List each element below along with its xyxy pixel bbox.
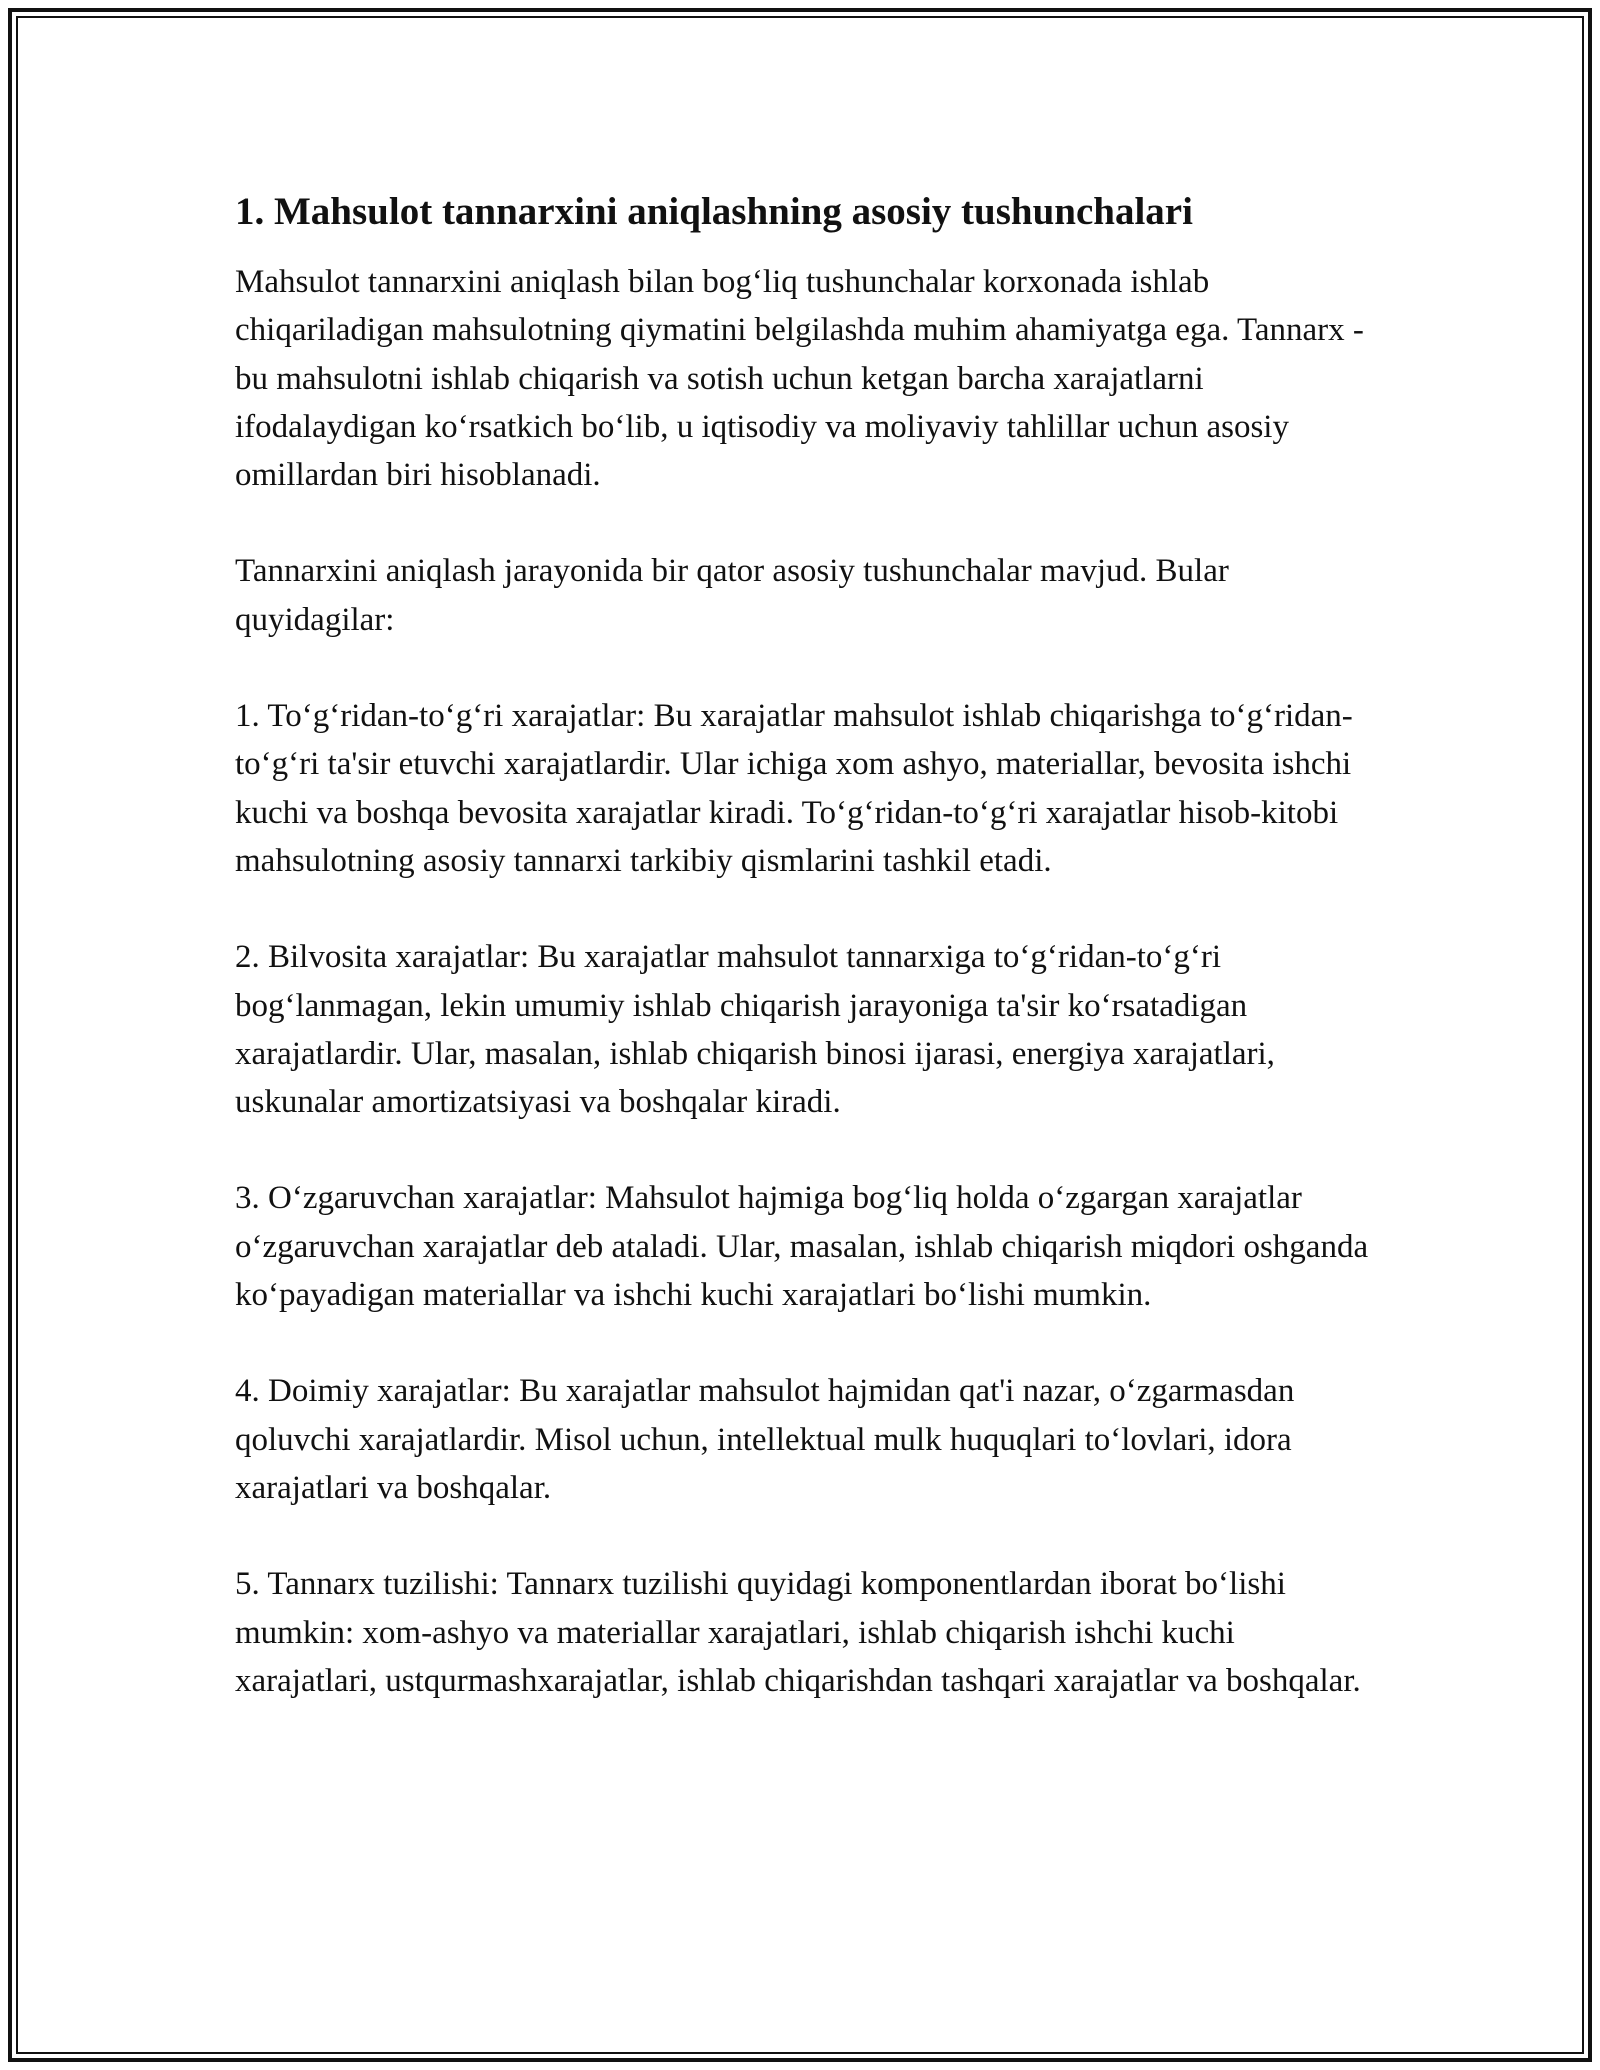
paragraph-intro: Mahsulot tannarxini aniqlash bilan bog‘liq tushunchalar korxonada ishlab chiqariladigan mahsulotning qiymatini belgilashda muhim ahamiyatga ega. Tannarx - bu mahsulotni ishlab chiqarish va sotish uchun ketgan barcha xarajatlarni ifodalaydigan ko‘rsatkich bo‘lib, u iqtisodiy va moliyaviy tahlillar uchun asosiy omillardan biri hisoblanadi. <box>235 264 1364 494</box>
document-title: 1. Mahsulot tannarxini aniqlashning asosiy tushunchalari <box>235 190 1193 233</box>
document-body <box>235 186 1370 1753</box>
paragraph-indirect-costs: 2. Bilvosita xarajatlar: Bu xarajatlar mahsulot tannarxiga to‘g‘ridan-to‘g‘ri bog‘lanmagan, lekin umumiy ishlab chiqarish jarayoniga ta'sir ko‘rsatadigan xarajatlardir. Ular, masalan, ishlab chiqarish binosi ijarasi, energiya xarajatlari, uskunalar amortizatsiyasi va boshqalar kiradi. <box>235 939 1275 1121</box>
paragraph-fixed-costs: 4. Doimiy xarajatlar: Bu xarajatlar mahsulot hajmidan qat'i nazar, o‘zgarmasdan qoluvchi xarajatlardir. Misol uchun, intellektual mulk huquqlari to‘lovlari, idora xarajatlari va boshqalar. <box>235 1373 1295 1506</box>
paragraph-variable-costs: 3. O‘zgaruvchan xarajatlar: Mahsulot hajmiga bog‘liq holda o‘zgargan xarajatlar o‘zgaruvchan xarajatlar deb ataladi. Ular, masalan, ishlab chiqarish miqdori oshganda ko‘payadigan materiallar va ishchi kuchi xarajatlari bo‘lishi mumkin. <box>235 1180 1369 1314</box>
paragraph-direct-costs: 1. To‘g‘ridan-to‘g‘ri xarajatlar: Bu xarajatlar mahsulot ishlab chiqarishga to‘g‘ridan-to‘g‘ri ta'sir etuvchi xarajatlardir. Ular ichiga xom ashyo, materiallar, bevosita ishchi kuchi va boshqa bevosita xarajatlar kiradi. To‘g‘ridan-to‘g‘ri xarajatlar hisob-kitobi mahsulotning asosiy tannarxi tarkibiy qismlarini tashkil etadi. <box>235 698 1353 879</box>
paragraph-cost-structure: 5. Tannarx tuzilishi: Tannarx tuzilishi quyidagi komponentlardan iborat bo‘lishi mumkin: xom-ashyo va materiallar xarajatlari, ishlab chiqarish ishchi kuchi xarajatlari, ustqurmashxarajatlar, ishlab chiqarishdan tashqari xarajatlar va boshqalar. <box>235 1566 1361 1699</box>
paragraph-list-intro: Tannarxini aniqlash jarayonida bir qator asosiy tushunchalar mavjud. Bular quyidagilar: <box>235 553 1229 638</box>
